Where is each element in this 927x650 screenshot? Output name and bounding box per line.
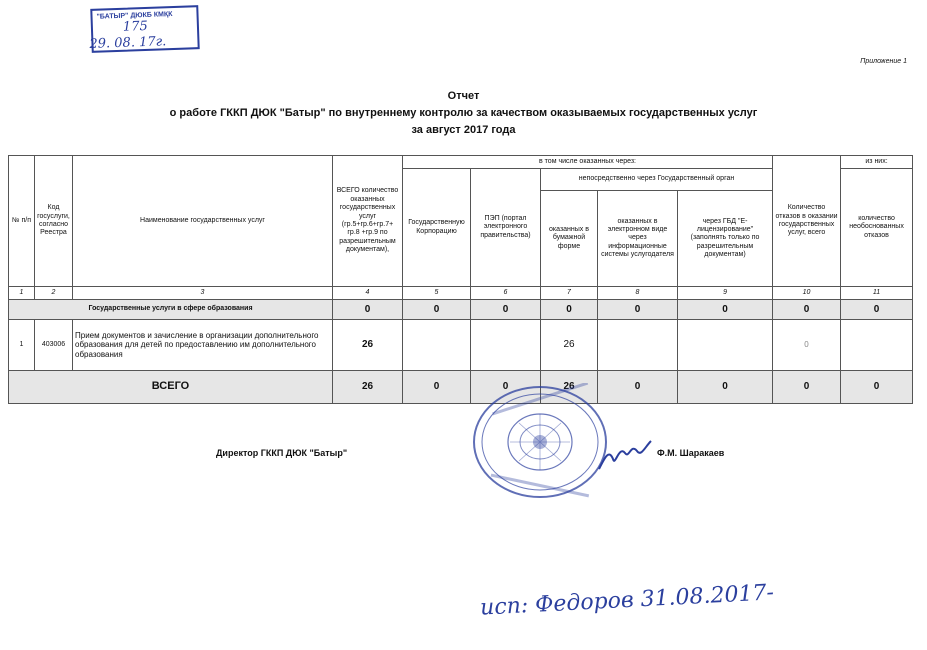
col-number: 2: [35, 287, 73, 300]
official-seal-icon: [470, 383, 610, 501]
row-code: 403006: [35, 320, 73, 371]
header-refusals: Количество отказов в оказании государственных услуг, всего: [773, 156, 841, 287]
total-value: 0: [471, 371, 541, 404]
col-number: 3: [73, 287, 333, 300]
row-unfounded: [841, 320, 913, 371]
section-value: 0: [471, 300, 541, 320]
row-corporation: [403, 320, 471, 371]
section-label: Государственные услуги в сфере образования: [9, 300, 333, 320]
col-number: 9: [678, 287, 773, 300]
signature-icon: [595, 437, 655, 477]
col-number: 10: [773, 287, 841, 300]
stamp-org: "БАТЫР" ДЮКБ КМҚК: [96, 11, 173, 21]
row-number: 1: [9, 320, 35, 371]
header-code: Код госуслуги, согласно Реестра: [35, 156, 73, 287]
report-period: за август 2017 года: [411, 124, 516, 136]
column-number-row: [9, 287, 913, 300]
total-row: [9, 371, 913, 404]
stamp-date: 29. 08. 17г.: [89, 34, 167, 52]
handwritten-note: исп: Федоров 31.08.2017-: [479, 580, 775, 621]
col-number: 8: [598, 287, 678, 300]
row-pep: [471, 320, 541, 371]
total-value: 26: [541, 371, 598, 404]
header-direct: непосредственно через Государственный орган: [541, 169, 773, 191]
header-gbd: через ГБД "Е-лицензирование" (заполнять только по разрешительным документам): [678, 191, 773, 287]
report-title: Отчет: [447, 90, 480, 102]
col-number: 1: [9, 287, 35, 300]
row-paper: 26: [541, 320, 598, 371]
header-n: № п/п: [9, 156, 35, 287]
appendix-label: Приложение 1: [860, 58, 907, 65]
total-value: 0: [773, 371, 841, 404]
header-service-name: Наименование государственных услуг: [73, 156, 333, 287]
row-gbd: [678, 320, 773, 371]
row-electronic: [598, 320, 678, 371]
section-row: [9, 300, 913, 320]
section-value: 0: [541, 300, 598, 320]
col-number: 7: [541, 287, 598, 300]
col-number: 6: [471, 287, 541, 300]
total-value: 0: [598, 371, 678, 404]
total-value: 0: [841, 371, 913, 404]
header-unfounded: количество необоснованных отказов: [841, 169, 913, 287]
director-name: Ф.М. Шаракаев: [657, 448, 725, 458]
section-value: 0: [841, 300, 913, 320]
row-refusals: 0: [773, 320, 841, 371]
col-number: 11: [841, 287, 913, 300]
director-position: Директор ГККП ДЮК "Батыр": [216, 448, 348, 458]
services-report-table: [8, 155, 913, 404]
header-pep: ПЭП (портал электронного правительства): [471, 169, 541, 287]
header-corporation: Государственную Корпорацию: [403, 169, 471, 287]
header-electronic: оказанных в электронном виде через информационные системы услугодателя: [598, 191, 678, 287]
registration-stamp: [90, 5, 199, 53]
total-value: 26: [333, 371, 403, 404]
section-value: 0: [773, 300, 841, 320]
header-including: в том числе оказанных через:: [403, 156, 773, 169]
stamp-number: 175: [122, 18, 149, 35]
col-number: 4: [333, 287, 403, 300]
row-service-name: Прием документов и зачисление в организации дополнительного образования для детей по предоставлению им дополнительного образования: [73, 320, 333, 371]
header-paper: оказанных в бумажной форме: [541, 191, 598, 287]
section-value: 0: [598, 300, 678, 320]
section-value: 0: [403, 300, 471, 320]
section-value: 0: [333, 300, 403, 320]
section-value: 0: [678, 300, 773, 320]
table-row: [9, 320, 913, 371]
total-value: 0: [678, 371, 773, 404]
total-label: ВСЕГО: [9, 371, 333, 404]
col-number: 5: [403, 287, 471, 300]
header-of-them: из них:: [841, 156, 913, 169]
total-value: 0: [403, 371, 471, 404]
header-total: ВСЕГО количество оказанных государственных услуг (гр.5+гр.6+гр.7+ гр.8 +гр.9 по разрешительным документам),: [333, 156, 403, 287]
report-subtitle: о работе ГККП ДЮК "Батыр" по внутреннему контролю за качеством оказываемых государственных услуг: [169, 107, 758, 119]
row-total: 26: [333, 320, 403, 371]
